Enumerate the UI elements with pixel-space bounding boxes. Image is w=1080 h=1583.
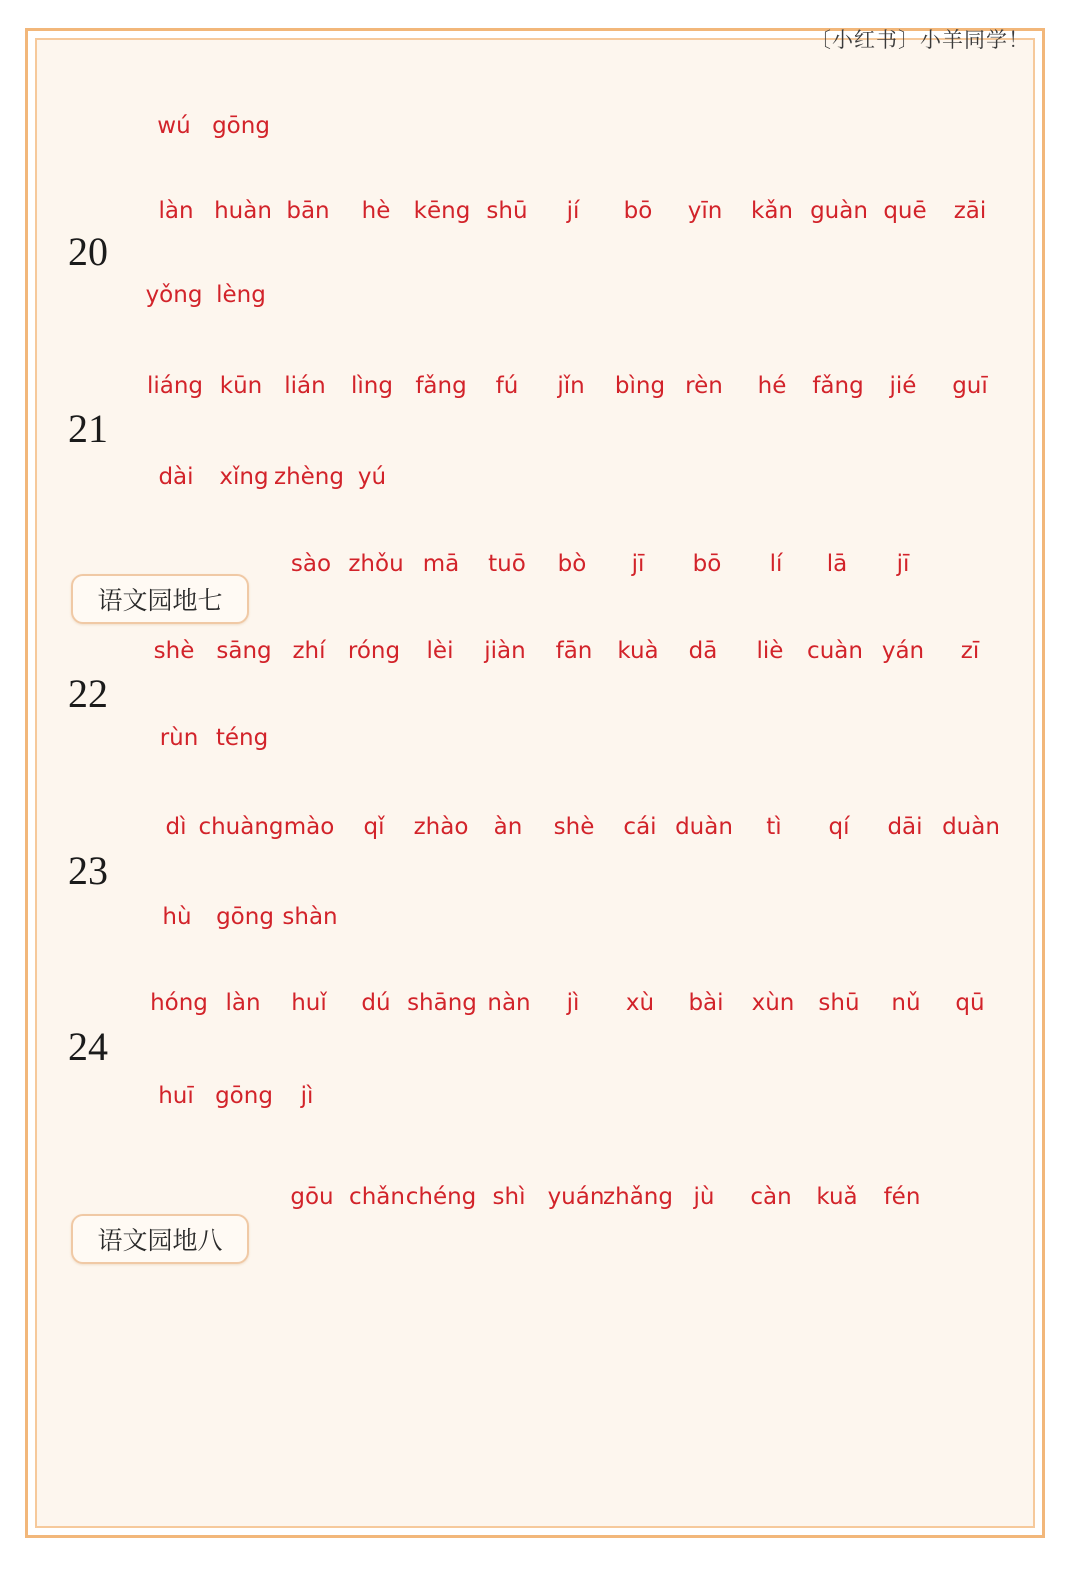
pinyin-syllable: qū <box>955 990 985 1016</box>
pinyin-row <box>0 814 1080 854</box>
pinyin-syllable: bō <box>623 198 653 224</box>
pinyin-row <box>0 725 1080 765</box>
pinyin-syllable: hóng <box>150 990 208 1016</box>
pinyin-row <box>0 113 1080 153</box>
lesson-number-21: 21 <box>68 406 108 451</box>
pinyin-syllable: gōu <box>290 1184 334 1210</box>
pinyin-syllable: qǐ <box>363 814 385 840</box>
pinyin-syllable: jí <box>566 198 580 224</box>
pinyin-syllable: gōng <box>212 113 270 139</box>
pinyin-row <box>0 990 1080 1030</box>
pinyin-syllable: mào <box>283 814 335 840</box>
lesson-number-24: 24 <box>68 1024 108 1069</box>
pinyin-syllable: rùn <box>159 725 199 751</box>
pinyin-syllable: shū <box>818 990 860 1016</box>
pinyin-syllable: nǔ <box>891 990 921 1016</box>
pinyin-syllable: fǎng <box>415 373 467 399</box>
pinyin-syllable: shū <box>486 198 528 224</box>
pinyin-row <box>0 1083 1080 1123</box>
pinyin-syllable: duàn <box>942 814 1000 840</box>
pinyin-syllable: xùn <box>751 990 795 1016</box>
pinyin-syllable: bò <box>557 551 587 577</box>
pinyin-syllable: xǐng <box>219 464 269 490</box>
pinyin-syllable: guàn <box>810 198 868 224</box>
pinyin-syllable: shè <box>553 814 595 840</box>
pinyin-syllable: gōng <box>216 904 274 930</box>
pinyin-syllable: róng <box>347 638 401 664</box>
pinyin-row <box>0 551 1080 591</box>
pinyin-syllable: cuàn <box>807 638 863 664</box>
pinyin-syllable: huàn <box>214 198 272 224</box>
pinyin-syllable: fén <box>883 1184 921 1210</box>
garden-label-8: 语文园地八 <box>71 1214 249 1264</box>
pinyin-syllable: hé <box>757 373 787 399</box>
pinyin-syllable: shàn <box>282 904 338 930</box>
pinyin-syllable: dā <box>688 638 718 664</box>
pinyin-syllable: càn <box>750 1184 792 1210</box>
pinyin-row <box>0 198 1080 238</box>
pinyin-syllable: sào <box>290 551 332 577</box>
pinyin-syllable: rèn <box>685 373 723 399</box>
pinyin-syllable: lián <box>284 373 326 399</box>
pinyin-syllable: bō <box>692 551 722 577</box>
pinyin-syllable: hù <box>162 904 192 930</box>
pinyin-syllable: dài <box>158 464 194 490</box>
pinyin-syllable: lìng <box>351 373 393 399</box>
pinyin-syllable: jù <box>693 1184 715 1210</box>
pinyin-syllable: dāi <box>887 814 923 840</box>
pinyin-syllable: làn <box>225 990 261 1016</box>
pinyin-syllable: bài <box>688 990 724 1016</box>
pinyin-syllable: kǎn <box>751 198 793 224</box>
lesson-number-23: 23 <box>68 848 108 893</box>
pinyin-row <box>0 638 1080 678</box>
pinyin-syllable: zhèng <box>274 464 344 490</box>
pinyin-syllable: zhǒu <box>348 551 404 577</box>
pinyin-syllable: duàn <box>675 814 733 840</box>
pinyin-syllable: xù <box>625 990 655 1016</box>
pinyin-syllable: qí <box>828 814 850 840</box>
pinyin-row <box>0 464 1080 504</box>
pinyin-syllable: hè <box>361 198 391 224</box>
lesson-number-22: 22 <box>68 671 108 716</box>
pinyin-syllable: fú <box>495 373 519 399</box>
pinyin-syllable: guī <box>952 373 988 399</box>
pinyin-syllable: zhào <box>413 814 469 840</box>
garden-label-7: 语文园地七 <box>71 574 249 624</box>
pinyin-syllable: zī <box>960 638 980 664</box>
pinyin-syllable: nàn <box>487 990 531 1016</box>
pinyin-row <box>0 373 1080 413</box>
pinyin-syllable: yǒng <box>145 282 203 308</box>
pinyin-syllable: gōng <box>215 1083 273 1109</box>
pinyin-row <box>0 1184 1080 1224</box>
pinyin-syllable: jī <box>631 551 645 577</box>
lesson-number-20: 20 <box>68 229 108 274</box>
pinyin-syllable: bìng <box>614 373 666 399</box>
pinyin-syllable: huī <box>158 1083 194 1109</box>
pinyin-syllable: zhí <box>292 638 326 664</box>
pinyin-syllable: jì <box>300 1083 314 1109</box>
pinyin-syllable: tì <box>766 814 782 840</box>
pinyin-syllable: chéng <box>405 1184 477 1210</box>
pinyin-syllable: dú <box>361 990 391 1016</box>
pinyin-syllable: quē <box>883 198 927 224</box>
pinyin-syllable: kuà <box>617 638 659 664</box>
pinyin-syllable: shì <box>492 1184 526 1210</box>
pinyin-syllable: zāi <box>953 198 987 224</box>
page-paper <box>35 38 1035 1528</box>
pinyin-syllable: jì <box>566 990 580 1016</box>
pinyin-syllable: cái <box>623 814 657 840</box>
pinyin-syllable: mā <box>422 551 460 577</box>
pinyin-syllable: jī <box>896 551 910 577</box>
pinyin-syllable: lí <box>769 551 783 577</box>
pinyin-syllable: àn <box>493 814 523 840</box>
pinyin-syllable: jié <box>889 373 917 399</box>
pinyin-syllable: fǎng <box>812 373 864 399</box>
pinyin-row <box>0 904 1080 944</box>
pinyin-syllable: yīn <box>687 198 723 224</box>
pinyin-syllable: yán <box>881 638 925 664</box>
pinyin-syllable: lèi <box>426 638 454 664</box>
pinyin-syllable: tuō <box>488 551 526 577</box>
pinyin-syllable: kūn <box>219 373 263 399</box>
pinyin-syllable: kēng <box>413 198 471 224</box>
pinyin-syllable: téng <box>215 725 269 751</box>
pinyin-syllable: yú <box>357 464 387 490</box>
pinyin-syllable: wú <box>157 113 191 139</box>
pinyin-syllable: chuàng <box>198 814 284 840</box>
pinyin-syllable: yuán <box>547 1184 605 1210</box>
pinyin-syllable: dì <box>165 814 187 840</box>
pinyin-syllable: shāng <box>407 990 477 1016</box>
pinyin-syllable: kuǎ <box>816 1184 858 1210</box>
pinyin-syllable: jǐn <box>557 373 585 399</box>
pinyin-syllable: sāng <box>216 638 272 664</box>
pinyin-syllable: liè <box>756 638 784 664</box>
pinyin-syllable: jiàn <box>484 638 526 664</box>
pinyin-syllable: fān <box>555 638 593 664</box>
watermark: 〔小红书〕小羊同学！ <box>810 28 1030 52</box>
pinyin-syllable: lèng <box>216 282 266 308</box>
pinyin-syllable: lā <box>826 551 848 577</box>
pinyin-syllable: bān <box>286 198 330 224</box>
pinyin-syllable: làn <box>158 198 194 224</box>
pinyin-row <box>0 282 1080 322</box>
pinyin-syllable: shè <box>153 638 195 664</box>
pinyin-syllable: liáng <box>146 373 204 399</box>
pinyin-syllable: zhǎng <box>603 1184 673 1210</box>
pinyin-syllable: huǐ <box>291 990 327 1016</box>
pinyin-syllable: chǎn <box>349 1184 405 1210</box>
